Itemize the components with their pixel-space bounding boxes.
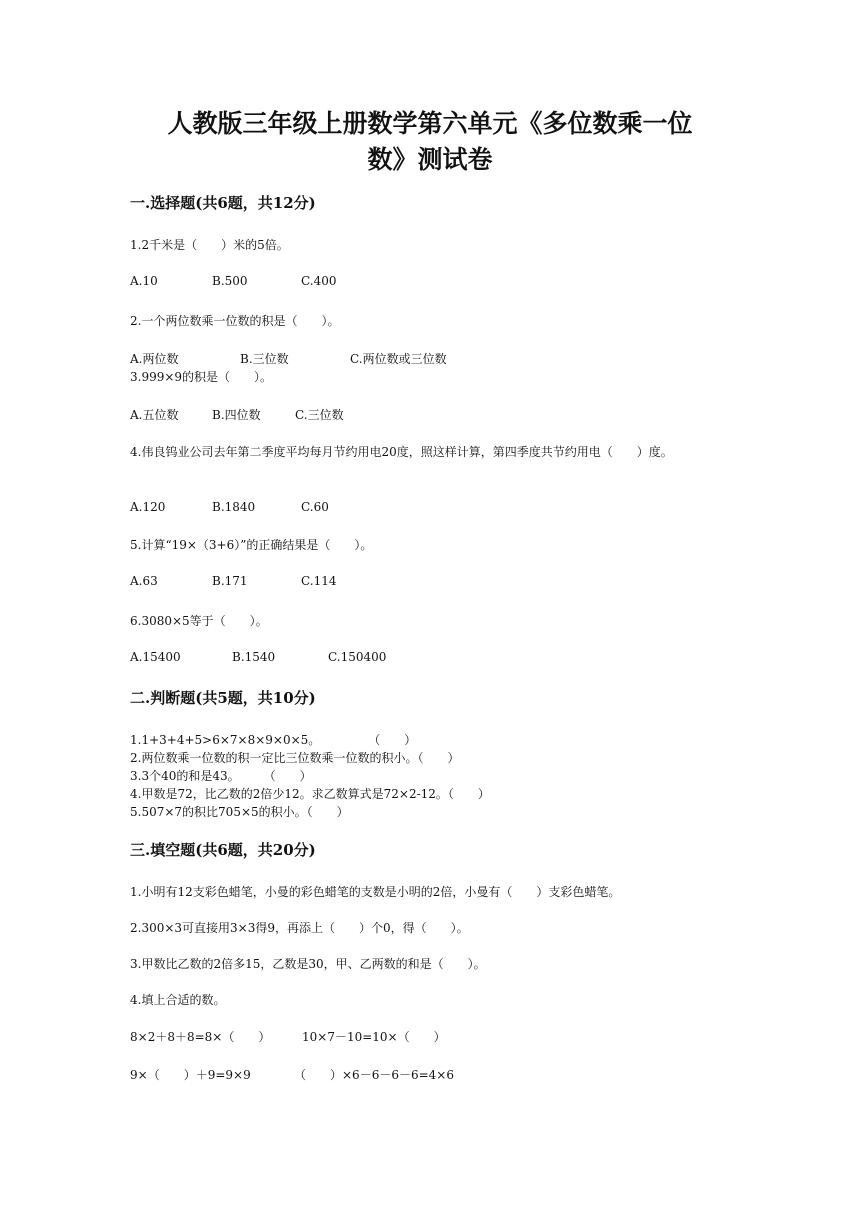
option-b: B.1840 xyxy=(212,500,256,514)
section-heading-judge: 二.判断题(共5题，共10分) xyxy=(130,689,316,707)
choice-question-6: 6.3080×5等于（ ）。 xyxy=(130,614,268,628)
choice-question-2: 2.一个两位数乘一位数的积是（ ）。 xyxy=(130,314,340,328)
fill-item-1: 1.小明有12支彩色蜡笔，小曼的彩色蜡笔的支数是小明的2倍，小曼有（ ）支彩色蜡笔。 xyxy=(130,885,621,899)
equation-3: 9×（ ）＋9=9×9 xyxy=(130,1068,251,1082)
judge-item-4: 4.甲数是72，比乙数的2倍少12。求乙数算式是72×2-12。（ ） xyxy=(130,787,490,801)
option-b: B.四位数 xyxy=(212,408,261,422)
judge-item-5: 5.507×7的积比705×5的积小。（ ） xyxy=(130,805,349,819)
equation-1: 8×2＋8＋8=8×（ ） xyxy=(130,1030,271,1044)
option-b: B.500 xyxy=(212,274,248,288)
equation-2: 10×7－10=10×（ ） xyxy=(302,1030,446,1044)
option-b: B.三位数 xyxy=(240,352,289,366)
option-c: C.60 xyxy=(301,500,329,514)
option-a: A.63 xyxy=(130,574,158,588)
option-a: A.10 xyxy=(130,274,158,288)
option-c: C.400 xyxy=(301,274,337,288)
equation-4: （ ）×6－6－6－6=4×6 xyxy=(294,1068,454,1082)
option-a: A.两位数 xyxy=(130,352,179,366)
option-a: A.15400 xyxy=(130,650,181,664)
option-b: B.171 xyxy=(212,574,248,588)
judge-item-3: 3.3个40的和是43。 （ ） xyxy=(130,769,312,783)
option-b: B.1540 xyxy=(232,650,276,664)
option-c: C.两位数或三位数 xyxy=(350,352,447,366)
exam-title-line-1: 人教版三年级上册数学第六单元《多位数乘一位 xyxy=(167,109,693,138)
choice-question-4: 4.伟良钨业公司去年第二季度平均每月节约用电20度，照这样计算，第四季度共节约用电（ ）度。 xyxy=(130,445,673,459)
choice-question-5: 5.计算“19×（3+6）”的正确结果是（ ）。 xyxy=(130,538,373,552)
judge-item-1: 1.1+3+4+5>6×7×8×9×0×5。 （ ） xyxy=(130,733,417,747)
choice-question-1: 1.2千米是（ ）米的5倍。 xyxy=(130,238,289,252)
option-c: C.150400 xyxy=(328,650,387,664)
fill-item-2: 2.300×3可直接用3×3得9，再添上（ ）个0，得（ ）。 xyxy=(130,921,469,935)
option-c: C.114 xyxy=(301,574,337,588)
choice-question-3: 3.999×9的积是（ ）。 xyxy=(130,370,273,384)
section-heading-choice: 一.选择题(共6题，共12分) xyxy=(130,194,316,212)
option-c: C.三位数 xyxy=(295,408,344,422)
fill-item-4: 4.填上合适的数。 xyxy=(130,993,226,1007)
exam-title-line-2: 数》测试卷 xyxy=(367,145,493,174)
option-a: A.120 xyxy=(130,500,166,514)
option-a: A.五位数 xyxy=(130,408,179,422)
section-heading-fill: 三.填空题(共6题，共20分) xyxy=(130,841,316,859)
judge-item-2: 2.两位数乘一位数的积一定比三位数乘一位数的积小。（ ） xyxy=(130,751,460,765)
fill-item-3: 3.甲数比乙数的2倍多15，乙数是30，甲、乙两数的和是（ ）。 xyxy=(130,957,486,971)
